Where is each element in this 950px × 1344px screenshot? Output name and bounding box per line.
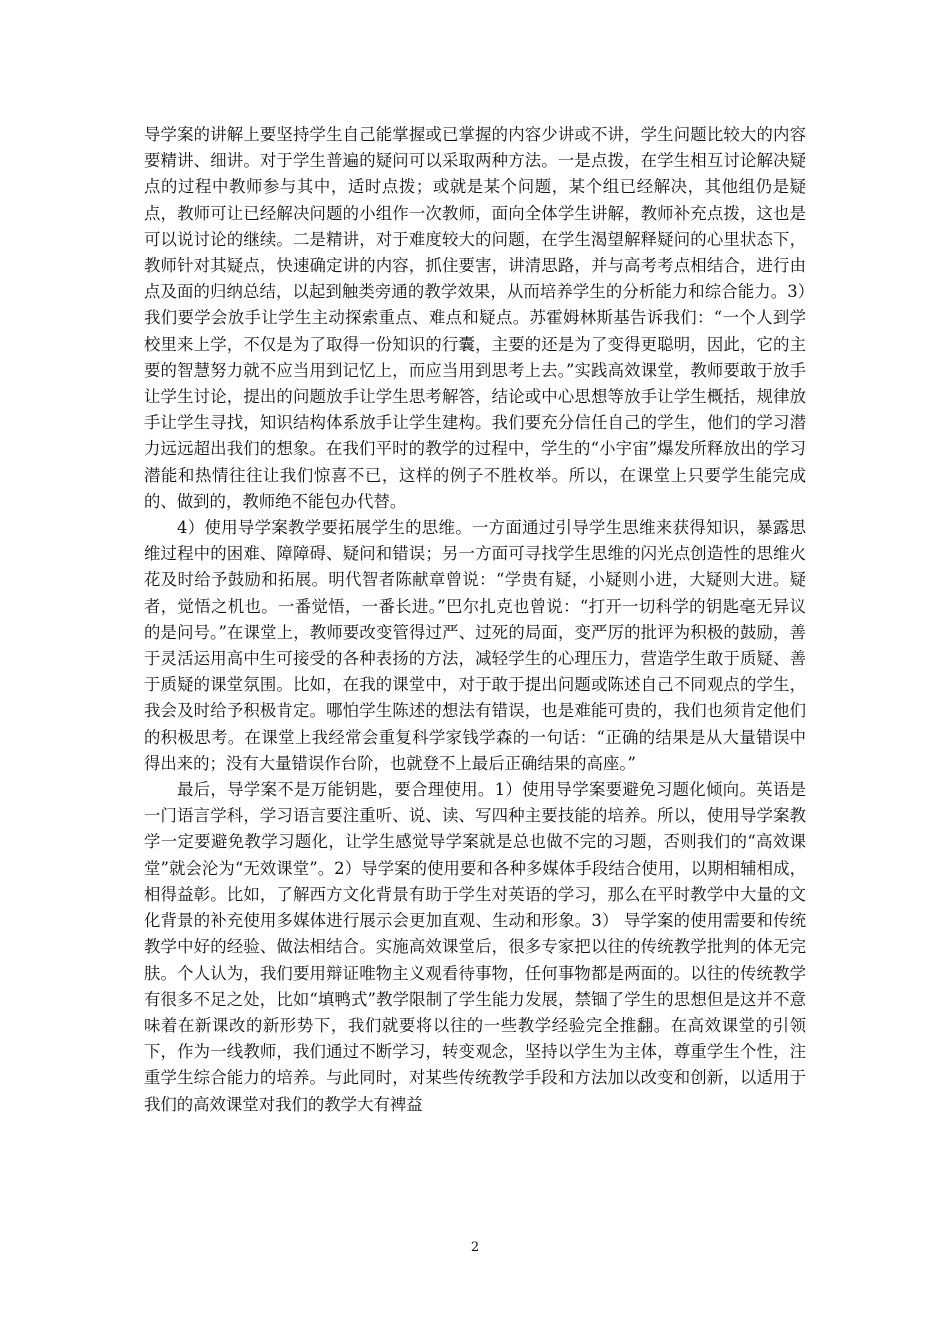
paragraph-2: 4）使用导学案教学要拓展学生的思维。一方面通过引导学生思维来获得知识，暴露思维过程中的困难、障障碍、疑问和错误；另一方面可寻找学生思维的闪光点创造性的思维火花及时给予鼓励和拓展。明代智者陈献章曾说：“学贵有疑，小疑则小进，大疑则大进。疑者，觉悟之机也。一番觉悟，一番长进。”巴尔扎克也曾说：“打开一切科学的钥匙毫无异议的是问号。”在课堂上，教师要改变管得过严、过死的局面，变严厉的批评为积极的鼓励，善于灵活运用高中生可接受的各种表扬的方法，减轻学生的心理压力，营造学生敢于质疑、善于质疑的课堂氛围。比如，在我的课堂中，对于敢于提出问题或陈述自己不同观点的学生，我会及时给予积极肯定。哪怕学生陈述的想法有错误，也是难能可贵的，我们也须肯定他们的积极思考。在课堂上我经常会重复科学家钱学森的一句话：“正确的结果是从大量错误中得出来的；没有大量错误作台阶，也就登不上最后正确结果的高座。” — [144, 518, 806, 773]
page-number: 2 — [470, 1240, 480, 1255]
body-text — [144, 122, 806, 1118]
paragraph-3: 最后，导学案不是万能钥匙，要合理使用。1）使用导学案要避免习题化倾向。英语是一门语言学科，学习语言要注重听、说、读、写四种主要技能的培养。所以，使用导学案教学一定要避免教学习题化，让学生感觉导学案就是总也做不完的习题，否则我们的“高效课堂”就会沦为“无效课堂”。2）导学案的使用要和各种多媒体手段结合使用，以期相辅相成，相得益彰。比如，了解西方文化背景有助于学生对英语的学习，那么在平时教学中大量的文化背景的补充使用多媒体进行展示会更加直观、生动和形象。3） 导学案的使用需要和传统教学中好的经验、做法相结合。实施高效课堂后，很多专家把以往的传统教学批判的体无完肤。个人认为，我们要用辩证唯物主义观看待事物，任何事物都是两面的。以往的传统教学有很多不足之处，比如“填鸭式”教学限制了学生能力发展，禁锢了学生的思想但是这并不意味着在新课改的新形势下，我们就要将以往的一些教学经验完全推翻。在高效课堂的引领下，作为一线教师，我们通过不断学习，转变观念，坚持以学生为主体，尊重学生个性，注重学生综合能力的培养。与此同时，对某些传统教学手段和方法加以改变和创新，以适用于我们的高效课堂对我们的教学大有裨益 — [144, 780, 806, 1114]
paragraph-1: 导学案的讲解上要坚持学生自己能掌握或已掌握的内容少讲或不讲，学生问题比较大的内容要精讲、细讲。对于学生普遍的疑问可以采取两种方法。一是点拨，在学生相互讨论解决疑点的过程中教师参与其中，适时点拨；或就是某个问题，某个组已经解决，其他组仍是疑点，教师可让已经解决问题的小组作一次教师，面向全体学生讲解，教师补充点拨，这也是可以说讨论的继续。二是精讲，对于难度较大的问题，在学生渴望解释疑问的心里状态下，教师针对其疑点，快速确定讲的内容，抓住要害，讲清思路，并与高考考点相结合，进行由点及面的归纳总结，以起到触类旁通的教学效果，从而培养学生的分析能力和综合能力。3）我们要学会放手让学生主动探索重点、难点和疑点。苏霍姆林斯基告诉我们：“一个人到学校里来上学，不仅是为了取得一份知识的行囊，主要的还是为了变得更聪明，因此，它的主要的智慧努力就不应当用到记忆上，而应当用到思考上去。”实践高效课堂，教师要敢于放手让学生讨论，提出的问题放手让学生思考解答，结论或中心思想等放手让学生概括，规律放手让学生寻找，知识结构体系放手让学生建构。我们要充分信任自己的学生，他们的学习潜力远远超出我们的想象。在我们平时的教学的过程中，学生的“小宇宙”爆发所释放出的学习潜能和热情往往让我们惊喜不已，这样的例子不胜枚举。所以，在课堂上只要学生能完成的、做到的，教师绝不能包办代替。 — [144, 125, 806, 511]
